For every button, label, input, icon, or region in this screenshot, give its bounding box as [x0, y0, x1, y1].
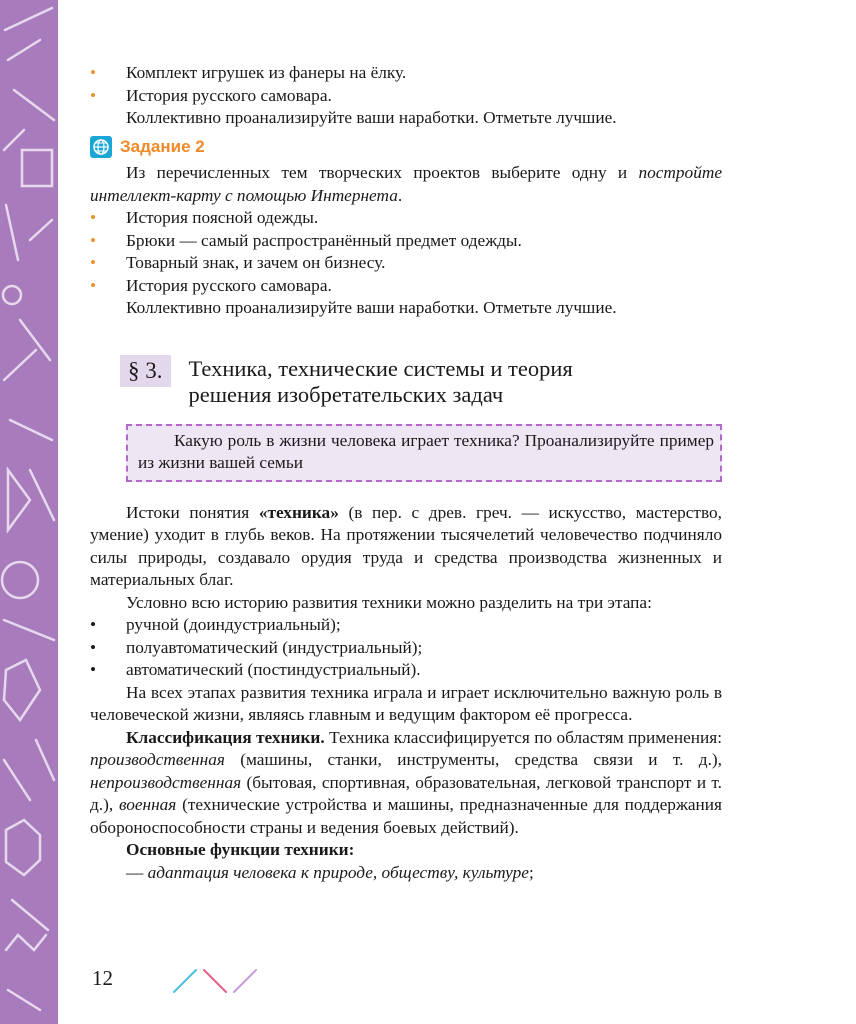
list-item: • История русского самовара. — [90, 275, 722, 298]
sidebar-decoration — [0, 0, 58, 1024]
footer-decoration — [172, 968, 262, 994]
paragraph: Условно всю историю развития техники можно разделить на три этапа: — [126, 592, 652, 612]
task-intro: Из перечисленных тем творческих проектов выберите одну и постройте интеллект-карту с помощью Интернета. — [90, 163, 722, 205]
note-text: Коллективно проанализируйте ваши наработки. Отметьте лучшие. — [126, 298, 617, 317]
bullet-icon: • — [90, 208, 97, 227]
bullet-icon: • — [90, 615, 97, 634]
bullet-icon: • — [90, 253, 97, 272]
bullet-icon: • — [90, 275, 97, 295]
list-item: • Товарный знак, и зачем он бизнесу. — [90, 252, 722, 275]
note-text: Коллективно проанализируйте ваши наработки. Отметьте лучшие. — [126, 108, 617, 127]
list-item: • полуавтоматический (индустриальный); — [90, 637, 722, 660]
list-item: • История русского самовара. — [90, 85, 722, 108]
task-header — [90, 136, 722, 159]
list-item: • Комплект игрушек из фанеры на ёлку. — [90, 62, 722, 85]
section-number: § 3. — [120, 355, 171, 387]
list-item: • автоматический (постиндустриальный). — [90, 659, 722, 682]
list-item: • Брюки — самый распространённый предмет одежды. — [90, 230, 722, 253]
question-box: Какую роль в жизни человека играет техника? Проанализируйте пример из жизни вашей семьи — [126, 424, 722, 482]
page-content — [90, 62, 722, 884]
globe-icon — [90, 136, 112, 158]
paragraph: — адаптация человека к природе, обществу, культуре; — [126, 862, 534, 882]
section-title: Техника, технические системы и теория решения изобретательских задач — [188, 355, 573, 407]
bullet-icon: • — [90, 660, 97, 679]
list-item: • ручной (доиндустриальный); — [90, 614, 722, 637]
bullet-icon: • — [90, 230, 97, 250]
paragraph: Основные функции техники: — [126, 840, 355, 859]
task-title: Задание 2 — [120, 136, 205, 156]
paragraph: На всех этапах развития техника играла и играет исключительно важную роль в человеческой жизни, являясь главным и ведущим фактором её прогресса. — [90, 682, 722, 724]
paragraph: Классификация техники. Техника классифицируется по областям применения: производственная (машины, станки, инструменты, средства связи и т. д.), непроизводственная (бытовая, спортивная, образовательная, легковой транспорт и т. д.), военная (технические устройства и машины, предназначенные для поддержания обороноспособности страны и ведения боевых действий). — [90, 727, 723, 837]
bullet-icon: • — [90, 63, 97, 82]
section-header — [120, 355, 722, 408]
paragraph: Истоки понятия «техника» (в пер. с древ. греч. — искусство, мастерство, умение) уходит в глубь веков. На протяжении тысячелетий человечество подчиняло силы природы, создавало орудия труда и средства производства жизненных и материальных благ. — [90, 502, 722, 589]
bullet-icon: • — [90, 85, 97, 105]
list-item: • История поясной одежды. — [90, 207, 722, 230]
page-number: 12 — [92, 966, 113, 990]
bullet-icon: • — [90, 637, 97, 657]
